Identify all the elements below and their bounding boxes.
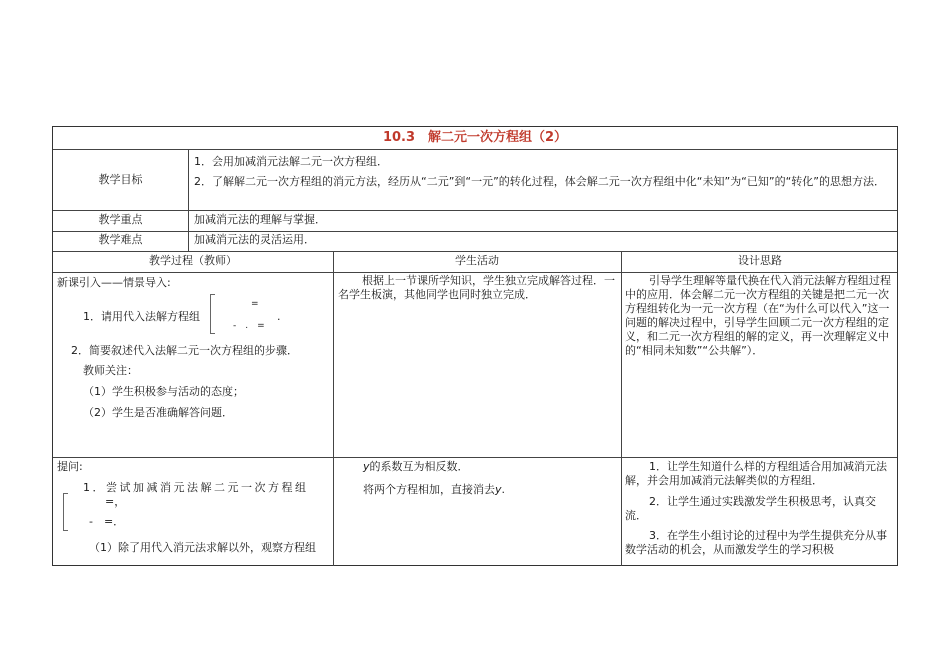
row-divider xyxy=(53,251,897,252)
equation-line: = xyxy=(251,299,259,309)
process-text: 提问: xyxy=(57,460,83,473)
objectives-label: 教学目标 xyxy=(98,173,143,186)
objective-item: 2．了解解二元一次方程组的消元方法，经历从“二元”到“一元”的转化过程，体会解二元一次方程组中化“未知”为“已知”的“转化”的思想方法． xyxy=(194,175,885,188)
keypoint-text: 加减消元法的理解与掌握． xyxy=(194,213,326,226)
equation-line: - . = xyxy=(233,321,265,331)
equation-line: - =． xyxy=(89,515,125,528)
row-divider xyxy=(53,210,897,211)
col-divider xyxy=(333,251,334,566)
col-divider xyxy=(188,149,189,251)
equation-brace xyxy=(210,294,215,334)
page-title: 10.3 解二元一次方程组（2） xyxy=(382,130,568,145)
difficulty-text: 加减消元法的灵活运用． xyxy=(194,233,315,246)
objective-item: 1．会用加减消元法解二元一次方程组． xyxy=(194,155,388,168)
design-text: 引导学生理解等量代换在代入消元法解方程组过程中的应用．体会解二元一次方程组的关键是把二元一次方程组转化为一元一次方程（在“为什么可以代入”这一问题的解决过程中，引导学生回顾二元一次方程组的定义，和二元一次方程组的解的定义，再一次理解定义中的“相同未知数”“公共解”）． xyxy=(625,274,891,357)
math-variable: y xyxy=(363,460,370,473)
process-text: 1．请用代入法解方程组 xyxy=(83,310,200,323)
process-text: 1．尝试加减消元法解二元一次方程组 xyxy=(83,481,309,494)
design-text: 1．让学生知道什么样的方程组适合用加减消元法解，并会用加减消元法解类似的方程组． xyxy=(625,460,887,487)
process-text: 新课引入——情景导入: xyxy=(57,276,171,289)
process-text: 2．简要叙述代入法解二元一次方程组的步骤． xyxy=(71,344,298,357)
student-text-part: 将两个方程相加，直接消去 xyxy=(363,483,495,496)
design-text: 2．让学生通过实践激发学生积极思考，认真交流． xyxy=(625,495,876,522)
row-divider xyxy=(53,457,897,458)
process-text: （1）学生积极参与活动的态度； xyxy=(83,385,244,398)
math-variable: y xyxy=(495,483,502,496)
student-text xyxy=(363,483,505,497)
process-text: （2）学生是否准确解答问题． xyxy=(83,406,233,419)
process-text: （1）除了用代入消元法求解以外，观察方程组 xyxy=(89,541,316,554)
col-divider xyxy=(621,251,622,566)
lesson-table xyxy=(52,126,898,566)
row-divider xyxy=(53,272,897,273)
keypoint-label: 教学重点 xyxy=(98,213,143,226)
equation-brace xyxy=(63,493,68,531)
process-text: 教师关注： xyxy=(83,364,138,377)
difficulty-label: 教学难点 xyxy=(98,233,143,246)
header-design: 设计思路 xyxy=(738,254,782,267)
header-student: 学生活动 xyxy=(455,254,499,267)
row-divider xyxy=(53,231,897,232)
student-text xyxy=(363,460,469,474)
equation-end: . xyxy=(277,310,281,323)
design-text: 3．在学生小组讨论的过程中为学生提供充分从事数学活动的机会，从而激发学生的学习积极 xyxy=(625,529,887,556)
student-text-part: . xyxy=(501,483,506,496)
student-text-part: 的系数互为相反数． xyxy=(369,460,469,473)
student-text: 根据上一节课所学知识，学生独立完成解答过程．一名学生板演，其他同学也同时独立完成． xyxy=(338,274,615,301)
equation-line: =， xyxy=(105,495,126,508)
header-process: 教学过程（教师） xyxy=(149,254,237,267)
row-divider xyxy=(53,149,897,150)
